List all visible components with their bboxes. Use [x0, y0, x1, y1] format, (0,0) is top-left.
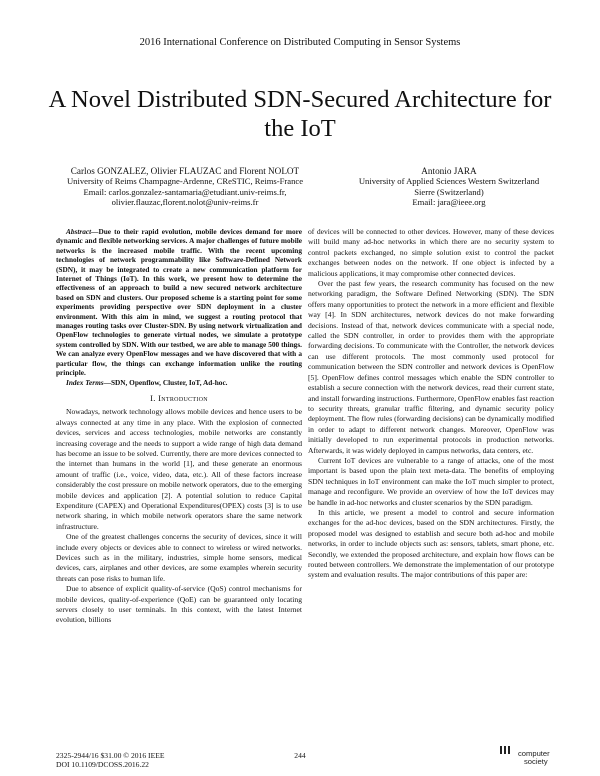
author-names: Antonio JARA	[421, 166, 477, 176]
index-terms-label: Index Terms	[66, 377, 104, 387]
abstract-label: Abstract	[66, 227, 92, 236]
paragraph: of devices will be connected to other devices. However, many of these devices will build many ad-hoc networks in which there are no security system to control packets exchanged, no simple solution exist to control the packet exchanges between nodes on the network. If one object is infected by a malicious applications, it may compromise other connected devices.	[308, 227, 554, 278]
author-location: Sierre (Switzerland)	[414, 186, 484, 197]
section-heading: I. Introduction	[150, 392, 208, 403]
paragraph: Over the past few years, the research community has focused on the new networking paradigm, the Software Defined Networking (SDN). The SDN offers many opportunities to protect the network in a more efficient and flexible way [4]. In SDN architectures, network devices do not make forwarding decisions. Instead of that, network devices communicate with a special node, called the SDN controller, in order to provides them with the appropriate forwarding decisions. To communicate with the Controller, the network devices can use different protocols. The most commonly used protocol for communication between the SDN controller and network devices is OpenFlow [5]. OpenFlow defines control messages which enable the SDN controller to establish a secure connection with the network devices, read their current state, and install forwarding instructions. Furthermore, OpenFlow enables fast reaction to security threats, granular traffic filtering, and dynamic security policy deployment. The flow rules (forwarding decisions) can be dynamically modified in order to adapt to different network changes. Moreover, OpenFlow was initially developed to run experimental protocols in production networks. Afterwards, it was widely deployed in campus networks, data centers, etc.	[308, 279, 554, 455]
paragraph: Current IoT devices are vulnerable to a range of attacks, one of the most important is based upon the plain text meta-data. The benefits of employing SDN techniques in IoT environment can make the IoT much simpler to protect, manage and reconfigure. We provide an overview of how the IoT devices may be handle in ad-hoc networks and cluster scenarios by the SDN paradigm.	[308, 455, 554, 507]
logo-text	[510, 750, 550, 765]
paragraph: One of the greatest challenges concerns the security of devices, since it will include every objects or devices able to connect to wireless or wired networks. Devices such as in the military, industries, simple home sensors, medical devices, cars, airplanes and other devices, are some examples wherein security threats can pose risks to human life.	[56, 532, 302, 583]
paper-title: A Novel Distributed SDN-Secured Architecture for the IoT	[48, 86, 552, 142]
right-column	[308, 227, 554, 581]
paragraph: Due to absence of explicit quality-of-service (QoS) control mechanisms for mobile devices, quality-of-experience (QoE) can be guaranteed only locating servers closely to user terminals. In this context, with the latest Internet evolution, billions	[56, 584, 302, 625]
author-email: olivier.flauzac,florent.nolot@univ-reims.fr	[111, 197, 259, 208]
author-email: Email: carlos.gonzalez-santamaria@etudiant.univ-reims.fr,	[83, 186, 287, 197]
logo-text-line1: computer	[518, 749, 550, 758]
computer-society-logo	[498, 744, 554, 768]
copyright-line: 2325-2944/16 $31.00 © 2016 IEEE	[56, 751, 165, 760]
abstract	[56, 227, 302, 378]
author-block-right	[330, 166, 568, 208]
page-number: 244	[294, 751, 306, 760]
author-block-left	[52, 166, 318, 208]
footer-copyright	[56, 751, 306, 770]
author-email: Email: jara@ieee.org	[412, 197, 486, 208]
index-terms	[56, 378, 302, 387]
author-names: Carlos GONZALEZ, Olivier FLAUZAC and Florent NOLOT	[70, 166, 300, 176]
abstract-text: —Due to their rapid evolution, mobile devices demand for more dynamic and flexible networking services. A major challenges of future mobile networks is the increased mobile traffic. With the recent upcoming technologies of network programmability like Software-Defined Network (SDN), it may be integrated to create a new communication platform for Internet of Things (IoT). In this work, we present how to determine the effectiveness of an approach to build a new secured network architecture based on SDN and clusters. Our proposed scheme is a starting point for some experiments providing perspective over SDN deployment in a cluster environment. With this aim in mind, we suggest a routing protocol that manages routing tasks over Cluster-SDN. By using network virtualization and OpenFlow technologies to generate virtual nodes, we simulate a prototype system controlled by SDN. With our testbed, we are able to manage 500 things. We can analyze every OpenFlow messages and we have discovered that with a particular flow, the things can exchange information unlike the routing principle.	[56, 227, 302, 378]
left-column	[56, 227, 302, 626]
doi-line: DOI 10.1109/DCOSS.2016.22	[56, 760, 149, 770]
author-affiliation: University of Applied Sciences Western Switzerland	[358, 176, 540, 187]
index-terms-text: —SDN, Openflow, Cluster, IoT, Ad-hoc.	[103, 377, 228, 387]
conference-header: 2016 International Conference on Distributed Computing in Sensor Systems	[139, 37, 461, 48]
paragraph: Nowadays, network technology allows mobile devices and hence users to be always connected at any time in any place. With the explosion of connected devices, services and access technologies, mobile networks are constantly increasing coverage and the needs to support a wide range of high data demand has become an issue to be solved. Currently, there are more devices connected to the internet than humans in the world [1], and these generate an enormous amount of traffic (i.e., voice, video, data, etc.). All of these factors increase considerably the cost pressure on mobile network operators, due to the emerging mobile devices and application [2]. A potential solution to reduce Capital Expenditure (CAPEX) and Operational Expenditures(OPEX) costs [3] is to use network sharing, in which mobile network operators share the same network infrastructure.	[56, 407, 302, 531]
logo-text-line2: society	[524, 756, 548, 766]
author-affiliation: University of Reims Champagne-Ardenne, CReSTIC, Reims-France	[66, 176, 304, 187]
paragraph: In this article, we present a model to control and secure information exchanges for the ad-hoc devices, based on the SDN architectures. Firstly, the proposed model was designed to establish and secure both ad-hoc and mobile networks, in order to include objects such as: sensors, tablets, smart phone, etc. Secondly, we extended the proposed architecture, and explain how flows can be routed between controllers. We demonstrate the implementation of our prototype system and evaluation results. The major contributions of this paper are:	[308, 507, 554, 580]
